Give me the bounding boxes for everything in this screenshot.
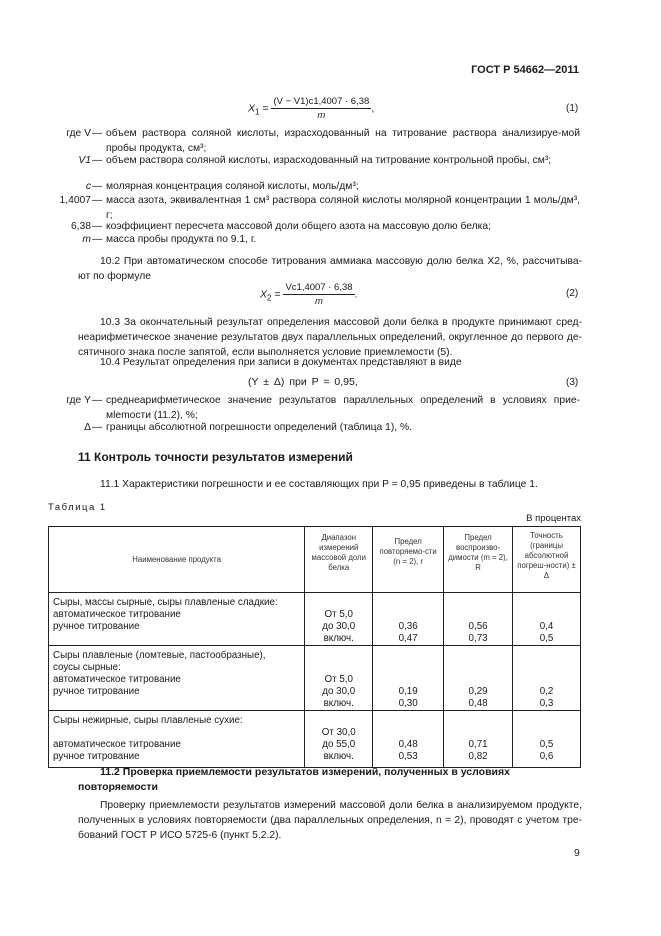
table-header-row	[49, 527, 581, 593]
def-text: среднеарифметическое значение результатов параллельных определений в условиях прие-мlemости (11.2), %;	[106, 395, 580, 421]
table-cell-line: до 55,0	[322, 739, 356, 750]
paragraph-10-2: 10.2 При автоматическом способе титрования аммиака массовую долю белка X2, %, рассчитыва-ют по формуле	[78, 256, 582, 282]
def-symbol: c	[85, 181, 91, 192]
table-cell-line: включ.	[323, 698, 354, 709]
def-text: масса азота, эквивалентная 1 см³ раствора соляной кислоты молярной концентрации 1 моль/дм³, г;	[106, 195, 580, 221]
table-cell-line: 0,5	[539, 633, 554, 644]
table-cell-line: ручное титрование	[53, 686, 140, 697]
formula-2: $X_2$ = $\frac{Vc1,4007 \cdot 6,38}{m}$ .	[260, 282, 358, 307]
table-1	[48, 526, 581, 768]
table-header-cell: Предел воспроизво-димости (m = 2), R	[444, 527, 513, 593]
def-text: объем раствора соляной кислоты, израсходованный на титрование контрольной пробы, см³;	[106, 155, 552, 166]
table-cell-line: 0,82	[468, 751, 488, 762]
table-units: В процентах	[526, 513, 581, 524]
def-text: границы абсолютной погрешности определений (таблица 1), %.	[106, 422, 413, 433]
table-cell-line: 0,73	[468, 633, 488, 644]
page-number: 9	[574, 847, 580, 859]
formula-1-number: (1)	[566, 103, 579, 114]
table-cell-delta	[513, 646, 581, 711]
table-cell-range	[305, 593, 373, 646]
table-cell-r	[373, 646, 444, 711]
table-cell-line: От 5,0	[324, 674, 353, 685]
table-cell-line: до 30,0	[322, 686, 356, 697]
formula-1: $X_1$ = $\frac{(V - V1)c1,4007 \cdot 6,38}{m}$ ,	[248, 96, 375, 121]
def-symbol: где Y	[66, 395, 91, 406]
formula-3-number: (3)	[566, 377, 579, 388]
table-cell-delta	[513, 593, 581, 646]
table-cell-line: Сыры нежирные, сыры плавленые сухие:	[53, 715, 243, 726]
def-text: молярная концентрация соляной кислоты, моль/дм³;	[106, 181, 359, 192]
paragraph-11-1: 11.1 Характеристики погрешности и ее составляющих при P = 0,95 приведены в таблице 1.	[100, 479, 538, 490]
paragraph-10-4: 10.4 Результат определения при записи в документах представляют в виде	[100, 357, 462, 368]
formula-1-lhs: X	[248, 102, 256, 115]
table-row	[49, 711, 581, 768]
table-cell-r	[373, 593, 444, 646]
table-cell-line: 0,29	[468, 686, 488, 697]
table-cell-line: 0,48	[468, 698, 488, 709]
formula-1-lhs-sub: 1	[255, 107, 260, 117]
formula-2-number: (2)	[566, 288, 579, 299]
def-symbol: V1	[78, 155, 91, 166]
table-cell-line: Сыры плавленые (ломтевые, пастообразные),	[53, 650, 266, 661]
table-header-cell: Предел повторяемо-сти (n = 2), r	[373, 527, 444, 593]
formula-1-fraction	[271, 96, 371, 121]
table-cell-line: автоматическое титрование	[53, 674, 181, 685]
table-row	[49, 646, 581, 711]
section-11-title: 11 Контроль точности результатов измерений	[78, 450, 353, 464]
table-header-cell: Наименование продукта	[49, 527, 305, 593]
def-symbol: 1,4007	[59, 195, 91, 206]
table-cell-line: 0,71	[468, 739, 488, 750]
def-text: масса пробы продукта по 9.1, г.	[106, 234, 257, 245]
table-cell-line: 0,5	[539, 739, 554, 750]
table-cell-line: 0,6	[539, 751, 554, 762]
table-cell-delta	[513, 711, 581, 768]
table-cell-line: От 30,0	[321, 727, 356, 738]
formula-3: (Y ± Δ) при P = 0,95,	[248, 376, 358, 388]
def-symbol: Δ	[84, 422, 91, 433]
paragraph-10-3: 10.3 За окончательный результат определения массовой доли белка в продукте принимают сред-неарифметическое значение результатов двух параллельных определений, округленное до первого де-сятичного знака после запятой, если выполняется условие приемлемости (5).	[78, 317, 582, 358]
paragraph-11-2: Проверку приемлемости результатов измерений массовой доли белка в анализируемом продукте, полученных в условиях повторяемости (два параллельных определения, n = 2), проводят с учетом тре-бований ГОСТ Р ИСО 5725-6 (пункт 5.2.2).	[78, 800, 582, 841]
def-symbol: m	[82, 234, 91, 245]
table-cell-line: включ.	[323, 633, 354, 644]
formula-2-denominator: m	[315, 296, 323, 307]
table-cell-product	[49, 646, 305, 711]
table-cell-line: 0,36	[398, 621, 418, 632]
table-cell-line: 0,4	[539, 621, 554, 632]
table-cell-line: 0,19	[398, 686, 418, 697]
table-cell-line: 0,56	[468, 621, 488, 632]
table-cell-range	[305, 646, 373, 711]
formula-2-fraction	[283, 282, 354, 307]
table-cell-line: Сыры, массы сырные, сыры плавленые сладкие:	[53, 597, 278, 608]
table-cell-range	[305, 711, 373, 768]
table-cell-line: 0,3	[539, 698, 554, 709]
table-cell-line: От 5,0	[324, 609, 353, 620]
table-header-cell: Точность (границы абсолютной погреш-ности) ± Δ	[513, 527, 581, 593]
table-cell-line: 0,30	[398, 698, 418, 709]
table-cell-line: 0,47	[398, 633, 418, 644]
document-code: ГОСТ Р 54662—2011	[471, 64, 579, 76]
section-11-2-title: 11.2 Проверка приемлемости результатов измерений, полученных в условиях повторяемости	[78, 766, 510, 793]
formula-1-numerator: (V − V1)c1,4007 · 6,38	[273, 96, 370, 107]
table-cell-line: включ.	[323, 751, 354, 762]
def-symbol: где V	[66, 128, 91, 139]
formula-2-lhs: X	[260, 288, 268, 301]
formula-1-denominator: m	[317, 110, 326, 121]
table-row	[49, 593, 581, 646]
table-cell-product	[49, 593, 305, 646]
table-cell-line: ручное титрование	[53, 621, 140, 632]
table-header-cell: Диапазон измерений массовой доли белка	[305, 527, 373, 593]
table-caption: Таблица 1	[48, 502, 107, 513]
table-cell-line: до 30,0	[322, 621, 356, 632]
def-symbol: 6,38	[70, 221, 91, 232]
table-cell-product	[49, 711, 305, 768]
table-cell-R	[444, 646, 513, 711]
table-cell-line: ручное титрование	[53, 751, 140, 762]
table-cell-line: автоматическое титрование	[53, 609, 181, 620]
table-cell-line: 0,53	[398, 751, 418, 762]
def-text: объем раствора соляной кислоты, израсходованный на титрование раствора анализируе-мой пробы продукта, см³;	[106, 128, 580, 154]
table-cell-R	[444, 711, 513, 768]
table-cell-R	[444, 593, 513, 646]
def-text: коэффициент пересчета массовой доли общего азота на массовую долю белка;	[106, 221, 491, 232]
table-cell-line: 0,48	[398, 739, 418, 750]
table-cell-line: 0,2	[539, 686, 554, 697]
formula-2-lhs-sub: 2	[267, 293, 272, 303]
table-cell-line: соусы сырные:	[53, 662, 121, 673]
table-cell-line: автоматическое титрование	[53, 739, 181, 750]
formula-2-numerator: Vc1,4007 · 6,38	[285, 282, 353, 293]
table-cell-r	[373, 711, 444, 768]
